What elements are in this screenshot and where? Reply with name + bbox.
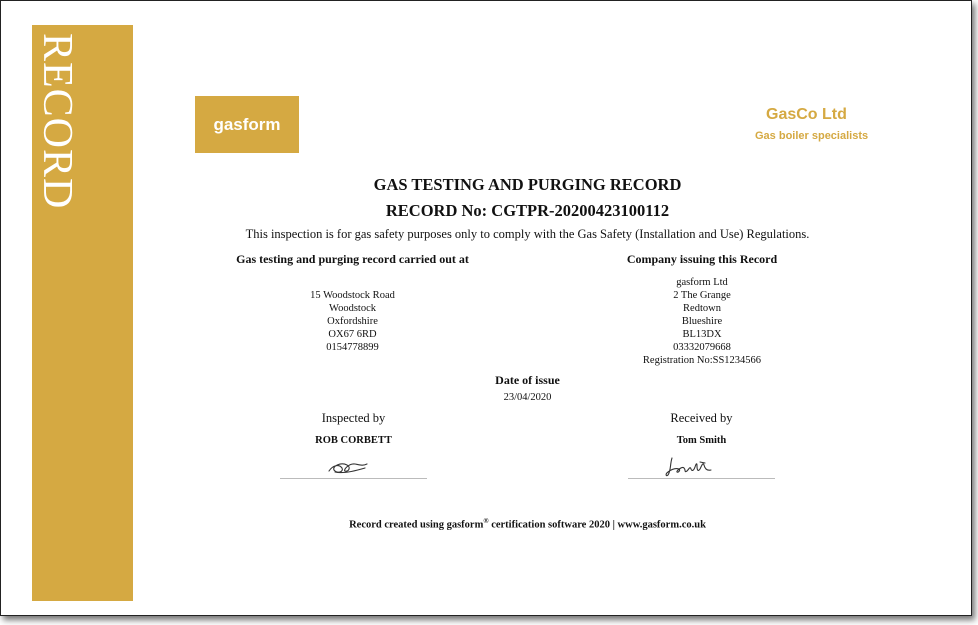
address-line: gasform Ltd	[676, 277, 728, 288]
company-name: GasCo Ltd	[766, 106, 847, 123]
gasform-logo	[195, 96, 299, 153]
inspector-name: ROB CORBETT	[315, 435, 392, 446]
address-line: 2 The Grange	[673, 290, 731, 301]
address-line: OX67 6RD	[328, 329, 377, 340]
date-of-issue-value: 23/04/2020	[503, 392, 552, 403]
disclaimer: This inspection is for gas safety purposes only to comply with the Gas Safety (Installation and Use) Regulations.	[245, 227, 810, 241]
issuer-address	[575, 276, 829, 367]
document-title: GAS TESTING AND PURGING RECORD	[373, 175, 682, 194]
inspected-by-label: Inspected by	[321, 411, 386, 425]
footer-suffix: certification software 2020 | www.gasform.co.uk	[488, 519, 706, 531]
address-line: Oxfordshire	[327, 316, 378, 327]
phone-number: 0154778899	[326, 342, 379, 353]
address-line: BL13DX	[682, 329, 722, 340]
phone-number: 03332079668	[673, 342, 731, 353]
address-line: 15 Woodstock Road	[310, 290, 395, 301]
receiver-signature-line	[628, 478, 775, 479]
site-address	[220, 289, 485, 354]
received-by-label: Received by	[670, 411, 733, 425]
receiver-signature	[664, 452, 716, 478]
receiver-name: Tom Smith	[676, 435, 727, 446]
side-band-label: RECORD	[34, 33, 80, 210]
date-of-issue-label: Date of issue	[495, 373, 560, 387]
registered-mark: ®	[483, 517, 489, 525]
address-line: Redtown	[683, 303, 721, 314]
address-line: Blueshire	[681, 316, 723, 327]
inspector-signature	[325, 452, 371, 478]
inspector-signature-line	[280, 478, 427, 479]
registration-number: Registration No:SS1234566	[642, 355, 762, 366]
footer-prefix: Record created using gasform	[349, 519, 484, 531]
site-heading: Gas testing and purging record carried out at	[236, 252, 469, 266]
address-line: Woodstock	[329, 303, 376, 314]
footer-credit	[170, 517, 885, 531]
record-number: RECORD No: CGTPR-20200423100112	[385, 201, 670, 220]
issuer-heading: Company issuing this Record	[626, 252, 778, 266]
company-tagline: Gas boiler specialists	[755, 130, 869, 142]
logo-text: gasform	[213, 114, 281, 134]
